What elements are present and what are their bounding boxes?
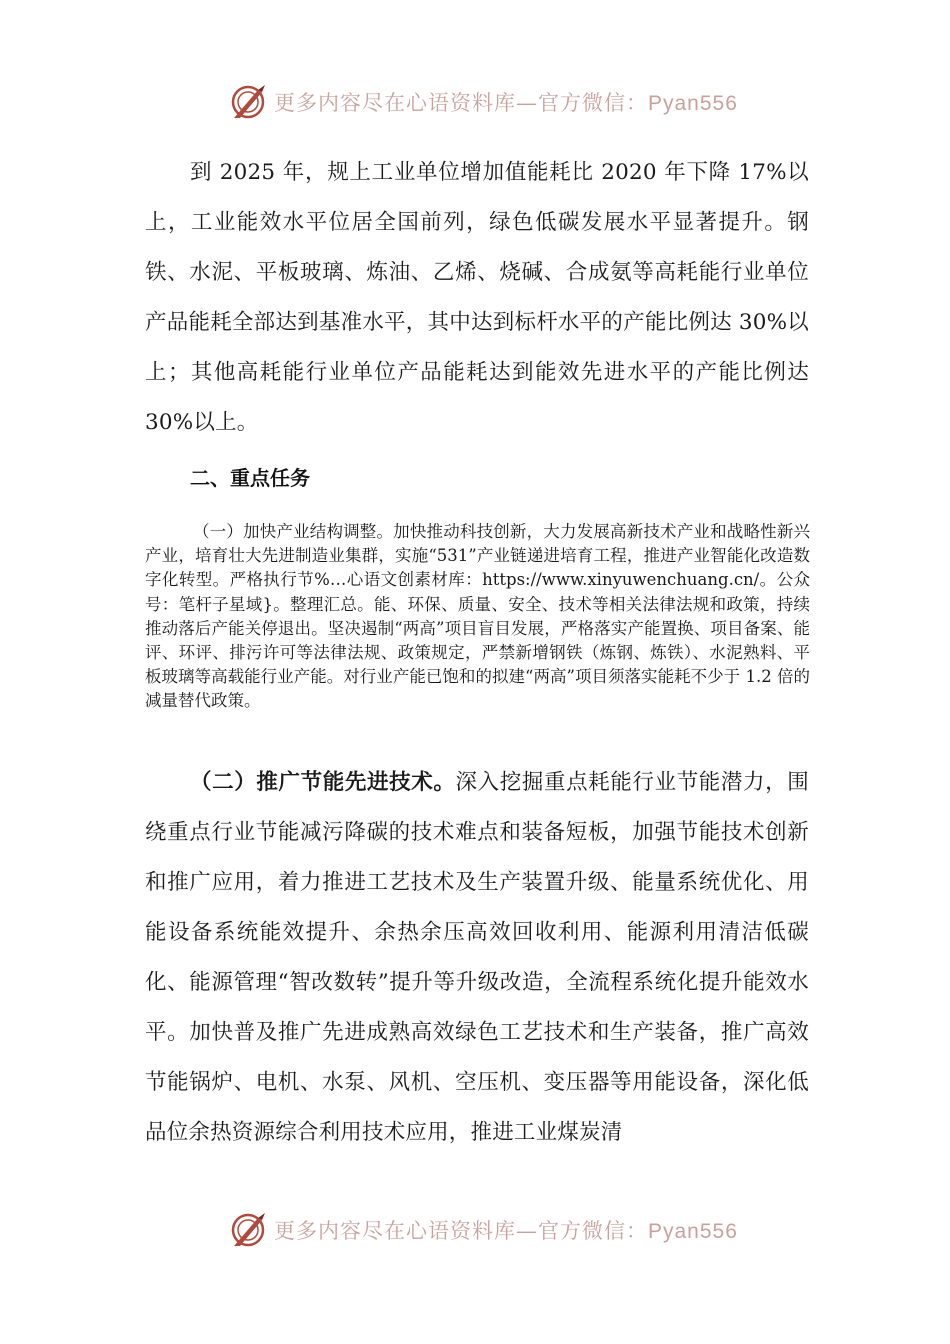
wechat-id: Pyan556 [648,1220,738,1243]
quill-pen-circle-icon [228,82,268,122]
paragraph-body: 深入挖掘重点耗能行业节能潜力，围绕重点行业节能减污降碳的技术难点和装备短板，加强节能技术创新和推广应用，着力推进工艺技术及生产装置升级、能量系统优化、用能设备系统能效提升、余热余压高效回收利用、能源利用清洁低碳化、能源管理“智改数转”提升等升级改造，全流程系统化提升能效水平。加快普及推广先进成熟高效绿色工艺技术和生产装备，推广高效节能锅炉、电机、水泵、风机、空压机、变压器等用能设备，深化低品位余热资源综合利用技术应用，推进工业煤炭清 [145,770,809,1145]
watermark-banner-top [228,80,748,124]
section-heading: 二、重点任务 [190,466,310,490]
paragraph-energy-tech [145,758,809,1158]
paragraph-lead: （二）推广节能先进技术。 [190,770,456,795]
wechat-id: Pyan556 [648,92,738,115]
watermark-banner-bottom [228,1208,748,1252]
paragraph-industrial-structure: （一）加快产业结构调整。加快推动科技创新，大力发展高新技术产业和战略性新兴产业，培育壮大先进制造业集群，实施“531”产业链递进培育工程，推进产业智能化改造数字化转型。严格执行节%…心语文创素材库：https://www.xinyuwenchuang.cn/。公众号：笔杆子星域}。整理汇总。能、环保、质量、安全、技术等相关法律法规和政策，持续推动落后产能关停退出。坚决遏制“两高”项目盲目发展，严格落实产能置换、项目备案、能评、环评、排污许可等法律法规、政策规定，严禁新增钢铁（炼钢、炼铁）、水泥熟料、平板玻璃等高载能行业产能。对行业产能已饱和的拟建“两高”项目须落实能耗不少于 1.2 倍的减量替代政策。 [145,522,810,711]
paragraph-goals: 到 2025 年，规上工业单位增加值能耗比 2020 年下降 17%以上，工业能效水平位居全国前列，绿色低碳发展水平显著提升。钢铁、水泥、平板玻璃、炼油、乙烯、烧碱、合成氨等高耗能行业单位产品能耗全部达到基准水平，其中达到标杆水平的产能比例达 30%以上；其他高耗能行业单位产品能耗达到能效先进水平的产能比例达30%以上。 [145,160,809,435]
watermark-text: 更多内容尽在心语资料库—官方微信：Pyan556 [274,91,738,115]
quill-pen-circle-icon [228,1210,268,1250]
watermark-text: 更多内容尽在心语资料库—官方微信：Pyan556 [274,1219,738,1243]
